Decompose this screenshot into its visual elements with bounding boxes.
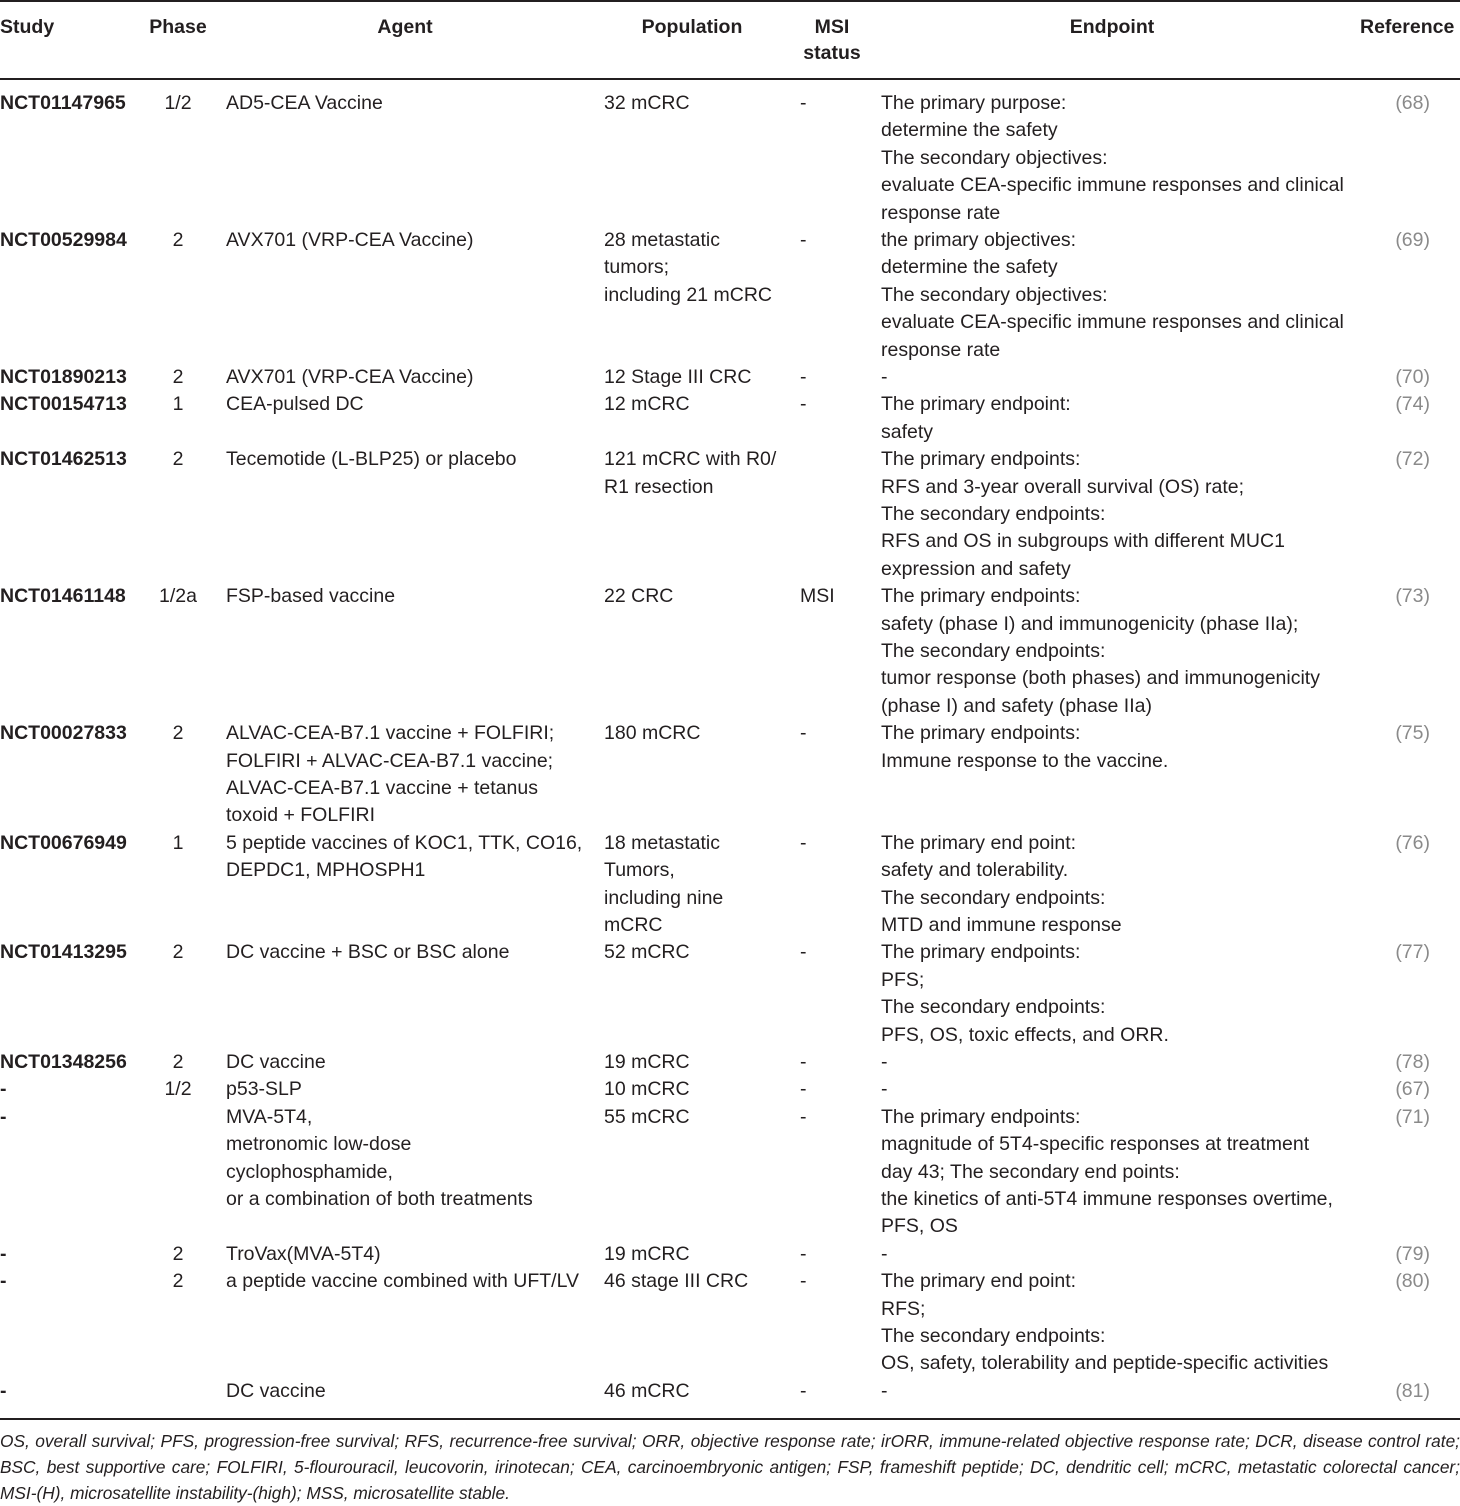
agent-line: ALVAC-CEA-B7.1 vaccine + tetanus <box>226 777 538 799</box>
phase-value: 2 <box>172 1242 184 1265</box>
population-line: R1 resection <box>604 475 714 498</box>
endpoint-line: response rate <box>881 338 1001 361</box>
msi-status: - <box>800 1379 807 1402</box>
agent-line: FOLFIRI + ALVAC-CEA-B7.1 vaccine; <box>226 749 554 772</box>
endpoint-line: Immune response to the vaccine. <box>881 749 1169 772</box>
phase-value: 1 <box>172 393 184 416</box>
population-line: 18 metastatic <box>604 831 720 854</box>
agent-line: cyclophosphamide, <box>226 1160 393 1183</box>
msi-status: MSI <box>800 585 835 608</box>
header-msi-line1: MSI <box>814 16 850 38</box>
endpoint-line: The primary endpoints: <box>881 941 1081 964</box>
endpoint-line: safety and tolerability. <box>881 859 1069 882</box>
msi-status: - <box>800 1270 807 1293</box>
header-msi-line2: status <box>803 42 861 64</box>
endpoint-line: the primary objectives: <box>881 229 1077 251</box>
endpoint-line: PFS; <box>881 968 925 991</box>
header-reference: Reference <box>1360 16 1455 38</box>
endpoint-line: The primary endpoints: <box>881 585 1081 608</box>
reference: (68) <box>1395 92 1430 114</box>
agent-line: DEPDC1, MPHOSPH1 <box>226 859 426 882</box>
reference: (75) <box>1395 722 1430 745</box>
msi-status: - <box>800 831 807 854</box>
agent-line: CEA-pulsed DC <box>226 393 364 416</box>
reference: (77) <box>1395 941 1430 964</box>
endpoint-line: The secondary endpoints: <box>881 996 1106 1019</box>
study-id: NCT00676949 <box>0 831 127 854</box>
agent-line: AVX701 (VRP-CEA Vaccine) <box>226 366 474 388</box>
header-msi-status <box>792 14 872 66</box>
study-id: NCT00529984 <box>0 229 127 251</box>
endpoint-line: The primary endpoints: <box>881 448 1081 471</box>
endpoint-line: RFS and OS in subgroups with different MUC1 <box>881 530 1285 553</box>
population-line: including 21 mCRC <box>604 283 772 306</box>
endpoint-line: safety <box>881 420 934 443</box>
endpoint-line: - <box>881 366 888 388</box>
phase-value: 2 <box>172 366 184 388</box>
msi-status: - <box>800 1105 807 1128</box>
endpoint-line: The secondary endpoints: <box>881 503 1106 525</box>
population-line: 32 mCRC <box>604 92 690 114</box>
agent-line: p53-SLP <box>226 1078 302 1101</box>
agent-line: FSP-based vaccine <box>226 585 396 608</box>
phase-value: 2 <box>172 722 184 745</box>
endpoint-line: the kinetics of anti-5T4 immune responses overtime, <box>881 1188 1333 1210</box>
msi-status: - <box>800 1078 807 1101</box>
endpoint-line: response rate <box>881 201 1001 224</box>
agent-line: DC vaccine <box>226 1379 326 1402</box>
reference: (69) <box>1395 229 1430 251</box>
reference: (79) <box>1395 1242 1430 1265</box>
phase-value: 2 <box>172 1270 184 1293</box>
study-id: NCT01461148 <box>0 585 126 608</box>
phase-value: 1/2a <box>159 585 197 608</box>
study-id: - <box>0 1379 7 1402</box>
header-phase: Phase <box>149 16 207 38</box>
study-id: - <box>0 1270 7 1293</box>
endpoint-line: PFS, OS <box>881 1215 958 1238</box>
endpoint-line: - <box>881 1242 888 1265</box>
header-agent: Agent <box>377 16 433 38</box>
study-id: - <box>0 1078 7 1101</box>
study-id: - <box>0 1242 7 1265</box>
endpoint-line: The primary purpose: <box>881 92 1067 114</box>
msi-status: - <box>800 366 807 388</box>
reference: (67) <box>1395 1078 1430 1101</box>
agent-line: 5 peptide vaccines of KOC1, TTK, CO16, <box>226 831 583 854</box>
reference: (70) <box>1395 366 1430 388</box>
study-id: NCT00154713 <box>0 393 127 416</box>
population-line: 10 mCRC <box>604 1078 690 1101</box>
agent-line: DC vaccine + BSC or BSC alone <box>226 941 510 964</box>
population-line: 19 mCRC <box>604 1242 690 1265</box>
population-line: 55 mCRC <box>604 1105 690 1128</box>
population-line: 180 mCRC <box>604 722 701 745</box>
msi-status: - <box>800 229 807 251</box>
agent-line: ALVAC-CEA-B7.1 vaccine + FOLFIRI; <box>226 722 555 745</box>
endpoint-line: evaluate CEA-specific immune responses and clinical <box>881 174 1344 197</box>
header-study: Study <box>0 16 55 38</box>
endpoint-line: evaluate CEA-specific immune responses and clinical <box>881 311 1344 334</box>
table-top-rule <box>0 0 1460 2</box>
agent-line: or a combination of both treatments <box>226 1188 533 1210</box>
study-id: NCT01147965 <box>0 92 126 114</box>
reference: (81) <box>1395 1379 1430 1402</box>
endpoint-line: OS, safety, tolerability and peptide-specific activities <box>881 1352 1329 1375</box>
endpoint-line: safety (phase I) and immunogenicity (phase IIa); <box>881 612 1299 635</box>
endpoint-line: determine the safety <box>881 119 1058 142</box>
reference: (78) <box>1395 1051 1430 1073</box>
population-line: 52 mCRC <box>604 941 690 964</box>
endpoint-line: RFS and 3-year overall survival (OS) rate; <box>881 475 1245 498</box>
population-line: 46 stage III CRC <box>604 1270 749 1293</box>
endpoint-line: - <box>881 1379 888 1402</box>
reference: (71) <box>1395 1105 1430 1128</box>
endpoint-line: - <box>881 1051 888 1073</box>
phase-value: 2 <box>172 1051 184 1073</box>
msi-status: - <box>800 722 807 745</box>
study-id: NCT01462513 <box>0 448 127 471</box>
endpoint-line: (phase I) and safety (phase IIa) <box>881 694 1152 717</box>
endpoint-line: The primary end point: <box>881 831 1077 854</box>
endpoint-line: The primary endpoints: <box>881 1105 1081 1128</box>
endpoint-line: The secondary objectives: <box>881 283 1108 306</box>
endpoint-line: day 43; The secondary end points: <box>881 1160 1180 1183</box>
agent-line: a peptide vaccine combined with UFT/LV <box>226 1270 579 1293</box>
population-line: mCRC <box>604 914 663 936</box>
phase-value: 2 <box>172 941 184 964</box>
agent-line: TroVax(MVA-5T4) <box>226 1242 381 1265</box>
endpoint-line: determine the safety <box>881 256 1058 279</box>
study-id: NCT01413295 <box>0 941 127 964</box>
agent-line: Tecemotide (L-BLP25) or placebo <box>226 448 517 471</box>
study-id: - <box>0 1105 7 1128</box>
agent-line: MVA-5T4, <box>226 1105 313 1128</box>
endpoint-line: The primary end point: <box>881 1270 1077 1293</box>
endpoint-line: The primary endpoint: <box>881 393 1071 416</box>
phase-value: 1/2 <box>164 92 192 114</box>
study-id: NCT00027833 <box>0 722 127 745</box>
reference: (74) <box>1395 393 1430 416</box>
population-line: 12 Stage III CRC <box>604 366 752 388</box>
endpoint-line: RFS; <box>881 1297 926 1320</box>
reference: (80) <box>1395 1270 1430 1293</box>
msi-status: - <box>800 1242 807 1265</box>
table-bottom-rule <box>0 1418 1460 1420</box>
study-id: NCT01890213 <box>0 366 127 388</box>
phase-value: 1 <box>172 831 184 854</box>
endpoint-line: The secondary endpoints: <box>881 1325 1106 1347</box>
study-id: NCT01348256 <box>0 1051 127 1073</box>
endpoint-line: MTD and immune response <box>881 914 1122 936</box>
reference: (72) <box>1395 448 1430 471</box>
endpoint-line: The secondary endpoints: <box>881 886 1106 909</box>
endpoint-line: The secondary endpoints: <box>881 640 1106 662</box>
agent-line: AVX701 (VRP-CEA Vaccine) <box>226 229 474 251</box>
population-line: Tumors, <box>604 859 675 882</box>
header-population: Population <box>641 16 743 38</box>
endpoint-line: - <box>881 1078 888 1101</box>
header-endpoint: Endpoint <box>1069 16 1155 38</box>
phase-value: 2 <box>172 229 184 251</box>
msi-status: - <box>800 941 807 964</box>
population-line: 121 mCRC with R0/ <box>604 448 777 471</box>
agent-line: DC vaccine <box>226 1051 326 1073</box>
header-bottom-rule <box>0 78 1460 80</box>
phase-value: 1/2 <box>164 1078 192 1101</box>
endpoint-line: The secondary objectives: <box>881 146 1108 169</box>
msi-status: - <box>800 1051 807 1073</box>
endpoint-line: magnitude of 5T4-specific responses at treatment <box>881 1133 1310 1156</box>
endpoint-line: The primary endpoints: <box>881 722 1081 745</box>
population-line: 46 mCRC <box>604 1379 690 1402</box>
population-line: 28 metastatic <box>604 229 720 251</box>
population-line: tumors; <box>604 256 670 279</box>
table-footnote: OS, overall survival; PFS, progression-free survival; RFS, recurrence-free survival; ORR, objective response rate; irORR, immune-related objective response rate; DCR, disease control rate; BSC, best supportive care; FOLFIRI, 5-flourouracil, leucovorin, irinotecan; CEA, carcinoembryonic antigen; FSP, frameshift peptide; DC, dendritic cell; mCRC, metastatic colorectal cancer; MSI-(H), microsatellite instability-(high); MSS, microsatellite stable. <box>0 1431 1460 1503</box>
population-line: including nine <box>604 886 724 909</box>
endpoint-line: tumor response (both phases) and immunogenicity <box>881 667 1320 690</box>
agent-line: AD5-CEA Vaccine <box>226 92 383 114</box>
endpoint-line: expression and safety <box>881 557 1071 580</box>
msi-status: - <box>800 393 807 416</box>
reference: (76) <box>1395 831 1430 854</box>
phase-value: 2 <box>172 448 184 471</box>
reference: (73) <box>1395 585 1430 608</box>
msi-status: - <box>800 92 807 114</box>
endpoint-line: PFS, OS, toxic effects, and ORR. <box>881 1023 1169 1046</box>
population-line: 19 mCRC <box>604 1051 690 1073</box>
agent-line: toxoid + FOLFIRI <box>226 804 376 827</box>
agent-line: metronomic low-dose <box>226 1133 412 1156</box>
population-line: 22 CRC <box>604 585 674 608</box>
population-line: 12 mCRC <box>604 393 690 416</box>
